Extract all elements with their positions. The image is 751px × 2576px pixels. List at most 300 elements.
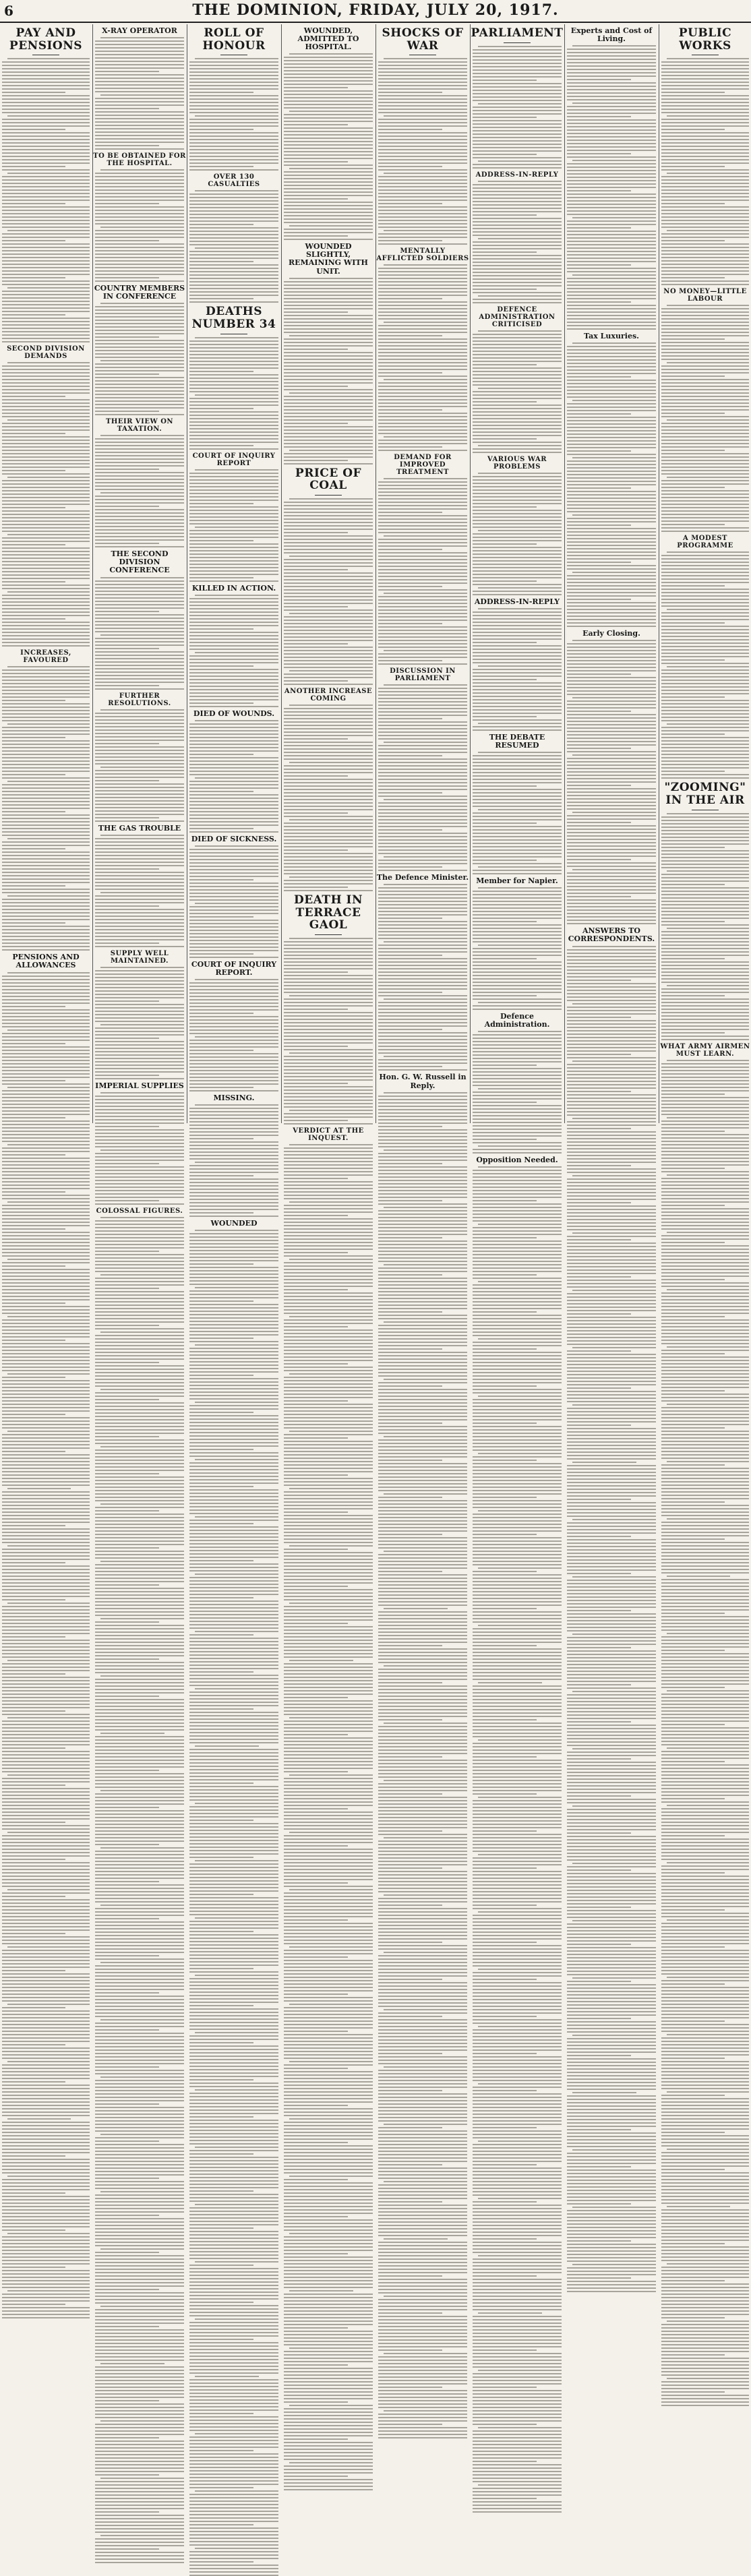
text-line bbox=[567, 366, 656, 367]
text-line bbox=[95, 2201, 184, 2203]
text-line bbox=[284, 1835, 373, 1836]
text-line bbox=[378, 1500, 467, 1501]
text-line bbox=[473, 1483, 562, 1485]
text-line bbox=[284, 325, 373, 326]
text-line bbox=[2, 1289, 90, 1290]
text-line bbox=[378, 836, 467, 837]
text-line bbox=[378, 1955, 467, 1956]
text-line bbox=[189, 351, 278, 352]
text-line bbox=[284, 738, 348, 740]
text-line bbox=[284, 349, 348, 350]
text-line bbox=[95, 2258, 184, 2260]
text-line bbox=[473, 649, 562, 650]
text-line bbox=[473, 662, 562, 663]
text-line bbox=[567, 612, 656, 613]
text-line bbox=[2, 1323, 90, 1324]
text-line bbox=[284, 1862, 373, 1863]
text-line bbox=[95, 1992, 159, 1994]
text-line bbox=[378, 1584, 467, 1586]
text-line bbox=[189, 926, 278, 928]
text-line bbox=[2, 257, 90, 258]
text-line bbox=[95, 1156, 184, 1158]
text-line bbox=[384, 1665, 467, 1667]
text-line bbox=[95, 472, 184, 473]
text-line bbox=[661, 338, 725, 340]
text-line bbox=[189, 357, 278, 359]
text-line bbox=[189, 85, 278, 86]
text-line bbox=[378, 237, 467, 238]
text-line bbox=[473, 367, 562, 369]
text-line bbox=[189, 2106, 278, 2107]
text-line bbox=[2, 1764, 90, 1766]
text-line bbox=[95, 2501, 184, 2503]
text-line bbox=[378, 122, 467, 123]
text-line bbox=[284, 2486, 373, 2487]
text-line bbox=[95, 671, 184, 673]
text-line bbox=[284, 124, 348, 125]
text-line bbox=[378, 1220, 467, 1222]
text-line bbox=[95, 1453, 184, 1454]
text-line bbox=[378, 233, 467, 235]
text-line bbox=[284, 2000, 373, 2002]
text-line bbox=[567, 1492, 656, 1493]
text-line bbox=[189, 957, 278, 958]
text-line bbox=[378, 1338, 467, 1340]
text-line bbox=[473, 76, 562, 78]
text-line bbox=[2, 270, 90, 272]
text-line bbox=[284, 1572, 373, 1574]
text-line bbox=[567, 751, 656, 752]
text-line bbox=[95, 496, 184, 497]
text-line bbox=[378, 129, 442, 130]
text-line bbox=[2, 1491, 90, 1493]
text-line bbox=[378, 2100, 467, 2101]
text-line bbox=[567, 1280, 656, 1281]
text-line bbox=[189, 1192, 278, 1193]
text-line bbox=[567, 1650, 656, 1652]
text-line bbox=[384, 2066, 467, 2068]
text-line bbox=[478, 2484, 562, 2486]
text-line bbox=[189, 767, 278, 769]
headline: DISCUSSION IN PARLIAMENT bbox=[390, 667, 456, 683]
text-line bbox=[95, 485, 184, 487]
text-line bbox=[567, 59, 656, 60]
text-line bbox=[289, 705, 373, 706]
text-line bbox=[284, 433, 373, 434]
text-line bbox=[478, 608, 562, 609]
text-line bbox=[378, 1240, 467, 1242]
text-line bbox=[567, 602, 656, 603]
text-line bbox=[378, 125, 467, 127]
headline: SECOND DIVISION DEMANDS bbox=[7, 345, 85, 361]
text-line bbox=[378, 518, 467, 520]
text-line bbox=[189, 727, 278, 728]
text-line bbox=[7, 1660, 90, 1661]
text-line bbox=[473, 1081, 562, 1083]
text-line bbox=[567, 1455, 656, 1456]
text-line bbox=[378, 328, 467, 330]
text-line bbox=[473, 194, 562, 196]
text-line bbox=[567, 1239, 631, 1240]
text-line bbox=[567, 126, 656, 127]
text-line bbox=[95, 1271, 184, 1272]
text-line bbox=[189, 2524, 253, 2525]
text-line bbox=[478, 1338, 562, 1340]
text-line bbox=[189, 1665, 278, 1666]
text-line bbox=[2, 1640, 90, 1641]
text-line bbox=[189, 1046, 278, 1048]
text-line bbox=[189, 2221, 278, 2222]
text-line bbox=[189, 1961, 278, 1963]
text-line bbox=[284, 2182, 373, 2184]
text-line bbox=[378, 2403, 467, 2405]
text-line bbox=[95, 1867, 184, 1869]
text-line bbox=[2, 1181, 90, 1182]
text-line bbox=[378, 423, 467, 424]
text-line bbox=[284, 117, 373, 119]
text-line bbox=[2, 1562, 65, 1563]
text-line bbox=[473, 1288, 562, 1289]
text-line bbox=[473, 361, 562, 362]
text-line bbox=[378, 1247, 467, 1249]
text-line bbox=[284, 988, 373, 990]
text-line bbox=[473, 49, 562, 51]
text-line bbox=[378, 1066, 442, 1067]
text-line bbox=[567, 393, 656, 394]
text-line bbox=[473, 1426, 562, 1427]
text-line bbox=[100, 2019, 184, 2020]
text-line bbox=[95, 370, 184, 371]
text-line bbox=[2, 1356, 90, 1358]
text-line bbox=[567, 700, 656, 702]
text-line bbox=[195, 2433, 278, 2434]
text-line bbox=[95, 2049, 184, 2051]
text-line bbox=[189, 889, 278, 891]
text-line bbox=[473, 1149, 562, 1150]
text-line bbox=[567, 1991, 656, 1992]
text-line bbox=[189, 2268, 278, 2269]
text-line bbox=[473, 1449, 562, 1451]
text-line bbox=[2, 2219, 90, 2221]
text-line bbox=[189, 510, 278, 511]
text-line bbox=[567, 52, 656, 53]
text-line bbox=[567, 1741, 656, 1743]
text-line bbox=[378, 176, 467, 177]
text-line bbox=[189, 2538, 278, 2539]
text-line bbox=[284, 2334, 373, 2335]
text-line bbox=[378, 525, 467, 527]
text-line bbox=[284, 1926, 373, 1927]
text-line bbox=[189, 2315, 278, 2316]
text-line bbox=[378, 402, 467, 404]
text-line bbox=[378, 1183, 467, 1185]
text-line bbox=[378, 1146, 467, 1147]
text-line bbox=[378, 1234, 467, 1235]
text-line bbox=[95, 1170, 184, 1171]
text-line bbox=[567, 305, 656, 306]
text-line bbox=[473, 117, 537, 118]
text-line bbox=[567, 1950, 656, 1952]
text-line bbox=[567, 738, 656, 739]
text-line bbox=[567, 1903, 656, 1905]
text-line bbox=[2, 1218, 90, 1220]
text-line bbox=[378, 2282, 467, 2283]
text-line bbox=[189, 1135, 278, 1136]
text-line bbox=[567, 220, 656, 222]
text-line bbox=[2, 193, 90, 194]
body-text-block bbox=[376, 1092, 469, 2438]
text-line bbox=[378, 2390, 467, 2391]
text-line bbox=[2, 750, 90, 752]
text-line bbox=[95, 1460, 184, 1461]
text-line bbox=[195, 527, 278, 528]
text-line bbox=[567, 798, 656, 800]
text-line bbox=[284, 1032, 373, 1034]
text-line bbox=[378, 1847, 467, 1849]
text-line bbox=[95, 1203, 184, 1205]
text-line bbox=[473, 1635, 562, 1636]
text-line bbox=[189, 149, 278, 150]
text-line bbox=[189, 1385, 278, 1386]
text-line bbox=[2, 1137, 90, 1139]
text-line bbox=[473, 1888, 562, 1889]
text-line bbox=[378, 1176, 467, 1178]
text-line bbox=[378, 1642, 467, 1643]
text-line bbox=[473, 1921, 562, 1923]
text-line bbox=[473, 543, 537, 545]
text-line bbox=[7, 2233, 90, 2234]
text-line bbox=[567, 1974, 656, 1975]
text-line bbox=[478, 388, 562, 389]
body-text-block bbox=[282, 498, 375, 685]
text-line bbox=[473, 167, 562, 169]
text-line bbox=[2, 1906, 90, 1907]
text-line bbox=[473, 2218, 562, 2219]
text-line bbox=[189, 2224, 278, 2225]
text-line bbox=[284, 2412, 373, 2413]
text-line bbox=[473, 73, 562, 74]
text-line bbox=[2, 862, 90, 863]
text-line bbox=[473, 836, 562, 837]
text-line bbox=[189, 764, 278, 765]
text-line bbox=[473, 1210, 562, 1211]
text-line bbox=[189, 1449, 253, 1450]
text-line bbox=[378, 924, 467, 926]
text-line bbox=[189, 2423, 278, 2424]
text-line bbox=[378, 1190, 467, 1191]
body-text-block bbox=[565, 342, 658, 627]
text-line bbox=[473, 2100, 562, 2101]
text-line bbox=[567, 1964, 656, 1965]
text-line bbox=[2, 1818, 90, 1820]
text-line bbox=[189, 1493, 278, 1494]
text-line bbox=[473, 775, 562, 777]
text-line bbox=[473, 1588, 562, 1589]
text-line bbox=[473, 1247, 562, 1249]
text-line bbox=[378, 1257, 467, 1259]
text-line bbox=[189, 1270, 278, 1271]
text-line bbox=[2, 2054, 90, 2056]
text-line bbox=[7, 2290, 90, 2292]
text-line bbox=[95, 1952, 184, 1953]
text-line bbox=[567, 1229, 656, 1230]
text-line bbox=[95, 350, 184, 351]
text-line bbox=[95, 1234, 184, 1235]
text-line bbox=[284, 742, 373, 743]
text-line bbox=[378, 243, 467, 245]
text-line bbox=[2, 1781, 90, 1783]
text-line bbox=[284, 833, 373, 834]
text-line bbox=[567, 818, 656, 820]
text-line bbox=[473, 516, 562, 518]
text-line bbox=[378, 901, 467, 902]
text-line bbox=[95, 1247, 184, 1249]
text-line bbox=[567, 2065, 656, 2066]
text-line bbox=[284, 1367, 373, 1368]
text-line bbox=[378, 792, 442, 793]
text-line bbox=[473, 506, 537, 508]
body-text-block bbox=[187, 469, 280, 582]
text-line bbox=[284, 1818, 373, 1820]
text-line bbox=[284, 1313, 373, 1314]
text-line bbox=[473, 2107, 562, 2108]
text-line bbox=[384, 998, 467, 1000]
text-line bbox=[284, 2138, 373, 2140]
text-line bbox=[7, 173, 90, 174]
text-line bbox=[378, 2225, 467, 2226]
text-line bbox=[95, 926, 184, 927]
text-line bbox=[378, 866, 442, 868]
text-line bbox=[567, 471, 656, 472]
text-line bbox=[473, 2049, 562, 2051]
text-line bbox=[95, 990, 184, 992]
text-line bbox=[378, 745, 467, 746]
text-line bbox=[2, 2101, 90, 2103]
text-line bbox=[189, 906, 278, 907]
text-line bbox=[100, 94, 184, 96]
text-line bbox=[95, 1476, 184, 1478]
text-line bbox=[2, 1437, 90, 1439]
text-line bbox=[473, 1048, 562, 1049]
text-line bbox=[473, 2390, 562, 2391]
text-line bbox=[100, 1905, 184, 1906]
text-line bbox=[473, 1874, 562, 1876]
body-text-block bbox=[282, 705, 375, 891]
text-line bbox=[473, 1884, 562, 1886]
text-line bbox=[189, 622, 278, 623]
text-line bbox=[473, 340, 562, 342]
text-line bbox=[2, 717, 90, 718]
text-line bbox=[95, 655, 184, 656]
text-line bbox=[189, 1530, 278, 1531]
text-line bbox=[2, 2300, 90, 2302]
text-line bbox=[378, 162, 467, 164]
text-line bbox=[378, 1574, 467, 1576]
text-line bbox=[189, 1482, 278, 1484]
text-line bbox=[95, 1443, 184, 1444]
text-line bbox=[289, 2233, 373, 2234]
text-line bbox=[195, 720, 278, 721]
text-line bbox=[567, 2119, 656, 2120]
text-line bbox=[572, 45, 656, 47]
text-line bbox=[2, 2246, 90, 2248]
text-line bbox=[189, 1681, 278, 1683]
text-line bbox=[473, 1342, 562, 1343]
text-line bbox=[95, 1878, 184, 1879]
text-line bbox=[473, 591, 562, 592]
text-line bbox=[473, 255, 562, 256]
text-line bbox=[100, 1024, 184, 1025]
text-line bbox=[473, 1038, 562, 1039]
text-line bbox=[189, 162, 278, 164]
text-line bbox=[473, 2124, 562, 2125]
text-line bbox=[284, 365, 373, 367]
text-line bbox=[95, 1776, 184, 1778]
text-line bbox=[567, 1893, 656, 1894]
text-line bbox=[100, 1618, 184, 1619]
text-line bbox=[289, 2061, 373, 2062]
text-line bbox=[7, 1946, 90, 1948]
text-line bbox=[2, 1104, 90, 1105]
text-line bbox=[7, 419, 90, 421]
text-line bbox=[7, 534, 90, 535]
text-line bbox=[473, 998, 562, 1000]
text-line bbox=[2, 558, 90, 559]
text-line bbox=[95, 125, 184, 126]
text-line bbox=[189, 1921, 278, 1922]
text-line bbox=[2, 1090, 90, 1091]
text-line bbox=[2, 88, 90, 90]
text-line bbox=[378, 1355, 467, 1356]
text-line bbox=[567, 363, 656, 364]
text-line bbox=[284, 2327, 348, 2329]
text-line bbox=[473, 1642, 562, 1643]
text-line bbox=[284, 1086, 373, 1087]
text-line bbox=[567, 1900, 656, 1901]
text-line bbox=[284, 1410, 373, 1412]
text-line bbox=[189, 1263, 253, 1265]
text-line bbox=[473, 1369, 562, 1370]
text-line bbox=[572, 457, 656, 458]
text-line bbox=[189, 1361, 278, 1362]
text-line bbox=[95, 2242, 184, 2243]
text-line bbox=[284, 1535, 373, 1536]
text-line bbox=[2, 1542, 90, 1543]
text-line bbox=[567, 1728, 656, 1729]
text-line bbox=[478, 2140, 562, 2142]
text-line bbox=[567, 2277, 631, 2279]
text-line bbox=[2, 1940, 90, 1941]
text-line bbox=[378, 1793, 442, 1795]
text-line bbox=[661, 237, 749, 238]
text-line bbox=[95, 2336, 184, 2337]
text-line bbox=[567, 1940, 656, 1942]
text-line bbox=[189, 1985, 278, 1986]
text-line bbox=[378, 1648, 467, 1650]
text-line bbox=[378, 701, 467, 702]
text-line bbox=[189, 825, 278, 826]
text-line bbox=[572, 342, 656, 344]
text-line bbox=[284, 2115, 373, 2116]
text-line bbox=[473, 2336, 562, 2337]
text-line bbox=[95, 2275, 184, 2277]
text-line bbox=[2, 1525, 65, 1526]
text-line bbox=[378, 1962, 467, 1963]
text-line bbox=[567, 923, 656, 924]
text-line bbox=[2, 1950, 90, 1951]
text-line bbox=[2, 152, 90, 154]
text-line bbox=[378, 765, 467, 767]
